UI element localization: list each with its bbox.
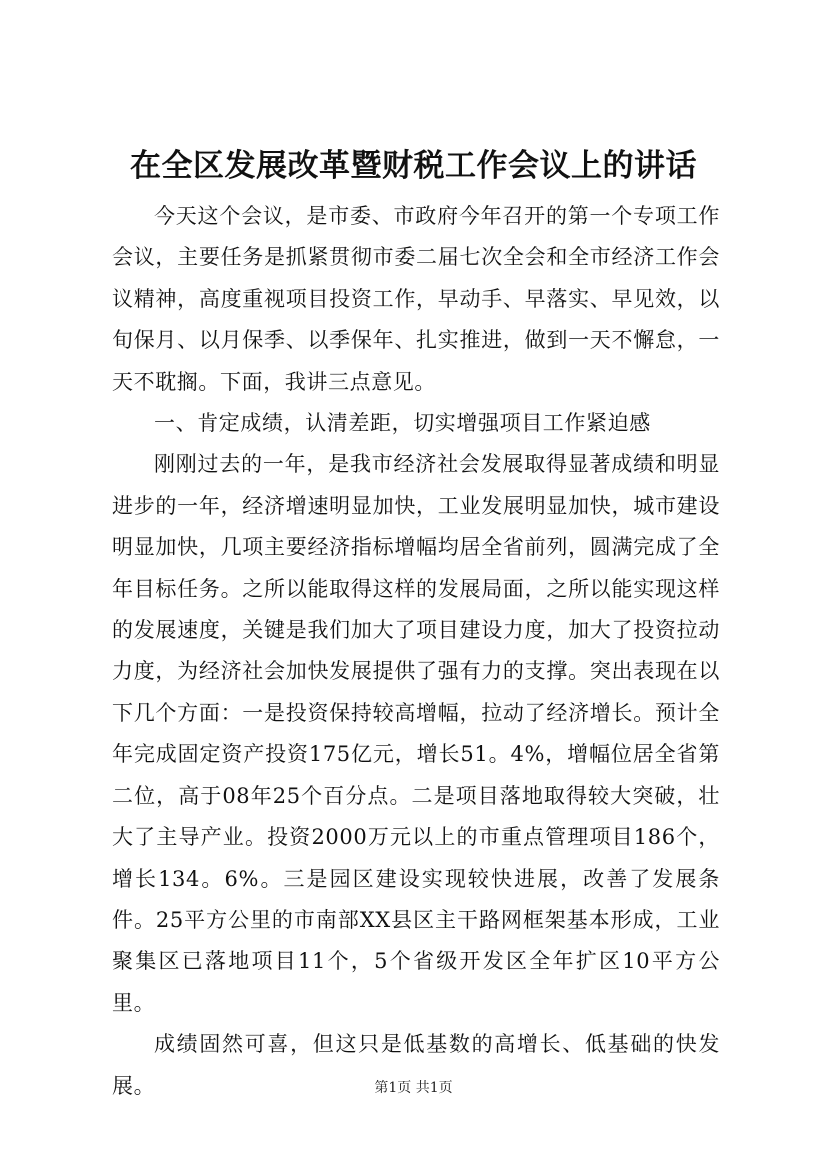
paragraph-assessment: 成绩固然可喜，但这只是低基数的高增长、低基础的快发展。 <box>112 1032 720 1098</box>
page-footer: 第1页 共1页 <box>374 1080 453 1096</box>
document-body <box>112 196 720 1107</box>
section-heading-1: 一、肯定成绩，认清差距，切实增强项目工作紧迫感 <box>154 411 651 436</box>
paragraph-intro: 今天这个会议，是市委、市政府今年召开的第一个专项工作会议，主要任务是抓紧贯彻市委二届七次全会和全市经济工作会议精神，高度重视项目投资工作，早动手、早落实、早见效，以旬保月、以月保季、以季保年、扎实推进，做到一天不懈怠，一天不耽搁。下面，我讲三点意见。 <box>112 204 720 394</box>
paragraph-achievements: 刚刚过去的一年，是我市经济社会发展取得显著成绩和明显进步的一年，经济增速明显加快，工业发展明显加快，城市建设明显加快，几项主要经济指标增幅均居全省前列，圆满完成了全年目标任务。之所以能取得这样的发展局面，之所以能实现这样的发展速度，关键是我们加大了项目建设力度，加大了投资拉动力度，为经济社会加快发展提供了强有力的支撑。突出表现在以下几个方面：一是投资保持较高增幅，拉动了经济增长。预计全年完成固定资产投资175亿元，增长51。4%，增幅位居全省第二位，高于08年25个百分点。二是项目落地取得较大突破，壮大了主导产业。投资2000万元以上的市重点管理项目186个，增长134。6%。三是园区建设实现较快进展，改善了发展条件。25平方公里的市南部XX县区主干路网框架基本形成，工业聚集区已落地项目11个，5个省级开发区全年扩区10平方公里。 <box>112 452 720 1015</box>
document-title: 在全区发展改革暨财税工作会议上的讲话 <box>130 148 697 184</box>
